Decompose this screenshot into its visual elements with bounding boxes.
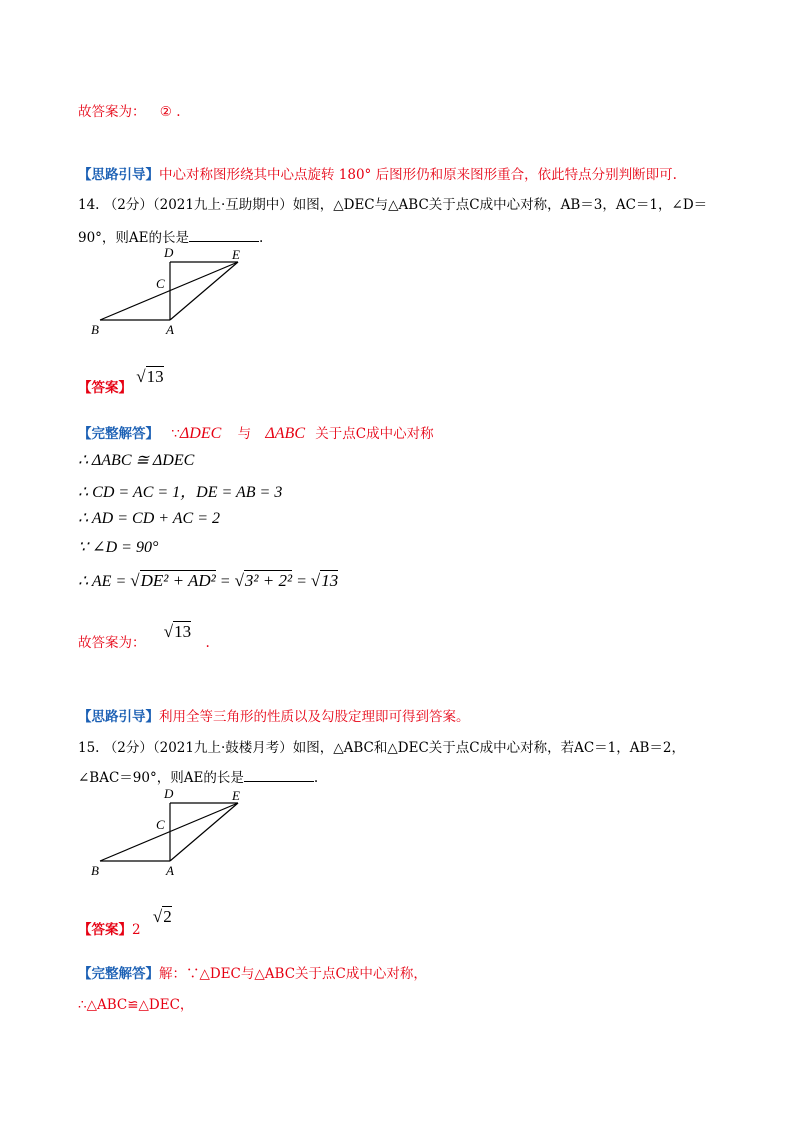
solution-line2-14: ∴ ΔABC ≅ ΔDEC <box>78 452 195 469</box>
answer-coef: 2 <box>132 922 141 938</box>
previous-answer-line <box>78 100 181 120</box>
sqrt-13-result: √13 <box>310 571 339 590</box>
label-e: E <box>232 788 240 803</box>
label-d: D <box>164 786 174 801</box>
hint-text: 中心对称图形绕其中心点旋转 180° 后图形仍和原来图形重合，依此特点分别判断即可. <box>159 167 677 183</box>
segment-be <box>100 803 238 861</box>
question-15-line1: 15. （2分）（2021九上·鼓楼月考）如图，△ABC和△DEC关于点C成中心对称，若AC＝1，AB＝2， <box>78 740 686 756</box>
answer-line-14 <box>78 367 164 397</box>
solution-line1-14: 【完整解答】 ∵ΔDEC 与 ΔABC 关于点C成中心对称 <box>78 425 434 442</box>
hint-tag: 【思路引导】 <box>78 709 159 725</box>
solution-line6-14: ∴ AE = √DE² + AD² = √3² + 2² = √13 <box>78 571 339 590</box>
solution-line1-15: 【完整解答】解：∵△DEC与△ABC关于点C成中心对称， <box>78 966 427 982</box>
segment-be <box>100 262 238 320</box>
label-a: A <box>166 322 174 337</box>
label-e: E <box>232 247 240 262</box>
solution-tag: 【完整解答】 <box>78 966 159 982</box>
label-a: A <box>166 863 174 878</box>
answer-tag: 【答案】 <box>78 380 132 396</box>
question-14-line2: 90°，则AE的长是 . <box>78 230 264 246</box>
segment-ae <box>170 803 238 861</box>
answer-tag: 【答案】 <box>78 922 132 938</box>
label-c: C <box>156 276 165 291</box>
question-15-line2: ∠BAC＝90°，则AE的长是 . <box>78 770 319 786</box>
hint-line-14 <box>78 705 470 725</box>
segment-ae <box>170 262 238 320</box>
answer-prefix: 故答案为： <box>78 104 146 120</box>
hint-tag: 【思路引导】 <box>78 167 159 183</box>
sqrt-2: √2 <box>152 907 172 926</box>
answer-value: ② <box>159 104 172 120</box>
figure-q14 <box>88 244 278 339</box>
solution-line4-14: ∴ AD = CD + AC = 2 <box>78 510 220 527</box>
solution-line2-15: ∴△ABC≌△DEC， <box>78 997 194 1013</box>
answer-blank <box>244 769 314 782</box>
label-b: B <box>91 322 99 337</box>
answer-line-15 <box>78 907 172 939</box>
label-d: D <box>164 245 174 260</box>
sqrt-3sq-2sq: √3² + 2² <box>234 571 293 590</box>
solution-line3-14: ∴ CD = AC = 1，DE = AB = 3 <box>78 484 283 501</box>
answer-blank <box>189 229 259 242</box>
sqrt-13: √13 <box>136 367 164 386</box>
hint-line-13 <box>78 163 677 183</box>
label-b: B <box>91 863 99 878</box>
hint-text: 利用全等三角形的性质以及勾股定理即可得到答案。 <box>159 709 470 725</box>
sqrt-de2-ad2: √DE² + AD² <box>130 571 216 590</box>
solution-line5-14: ∵ ∠D = 90° <box>78 539 159 556</box>
question-14-line1: 14. （2分）（2021九上·互助期中）如图，△DEC与△ABC关于点C成中心对称，AB＝3，AC＝1，∠D＝ <box>78 197 708 213</box>
answer-suffix: . <box>176 104 181 120</box>
label-c: C <box>156 817 165 832</box>
figure-q15 <box>88 783 278 878</box>
final-answer-14: 故答案为： √13 . <box>78 622 210 651</box>
solution-tag: 【完整解答】 <box>78 426 159 442</box>
sqrt-13-final: √13 <box>163 622 192 641</box>
